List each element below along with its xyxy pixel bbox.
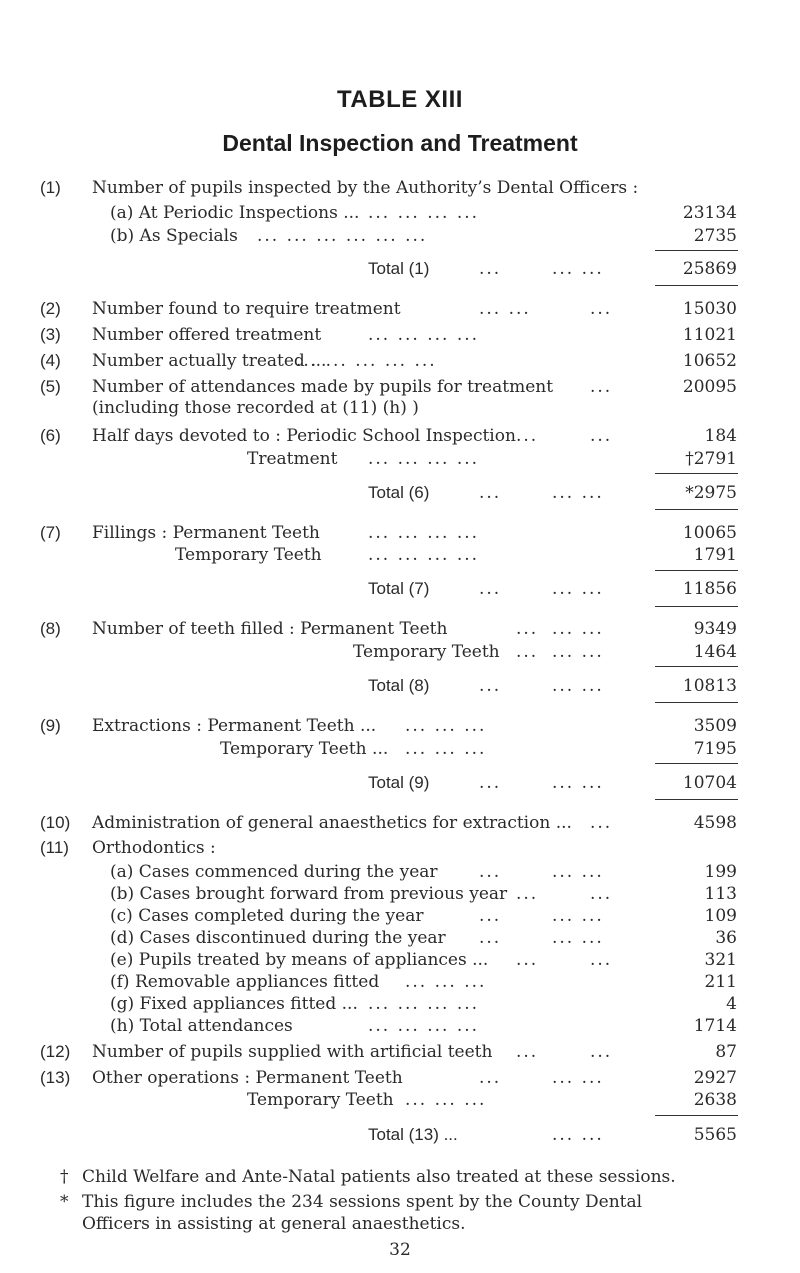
total-9 <box>0 771 800 795</box>
leader-dots: ... <box>590 950 613 970</box>
item-value: 3509 <box>693 716 737 736</box>
leader-dots: ... ... ... ... <box>368 523 480 543</box>
sum-rule <box>655 763 738 764</box>
item-7b <box>0 543 800 567</box>
leader-dots: ... <box>516 884 539 904</box>
item-label: (a) Cases commenced during the year <box>110 862 438 882</box>
item-11f <box>0 970 800 994</box>
item-label: Orthodontics : <box>92 838 216 858</box>
item-label: Temporary Teeth <box>175 545 322 565</box>
item-label: Treatment <box>247 449 338 469</box>
leader-dots: ... <box>479 862 502 882</box>
total-value: 10813 <box>682 676 737 696</box>
item-label: (e) Pupils treated by means of appliances ... <box>110 950 489 970</box>
item-11 <box>0 836 800 860</box>
item-value: 2927 <box>693 1068 737 1088</box>
item-number: (12) <box>40 1042 71 1061</box>
item-label: Temporary Teeth <box>247 1090 394 1110</box>
total-8 <box>0 674 800 698</box>
total-value: 25869 <box>682 259 737 279</box>
item-label: Number of pupils supplied with artificial teeth <box>92 1042 493 1062</box>
leader-dots: ... <box>590 426 613 446</box>
leader-dots: ... <box>590 299 613 319</box>
item-label: (c) Cases completed during the year <box>110 906 424 926</box>
leader-dots: ... ... ... ... <box>368 449 480 469</box>
leader-dots: ... ... <box>552 676 604 696</box>
leader-dots: ... ... <box>552 579 604 599</box>
total-label: Total (1) <box>368 259 430 278</box>
item-number: (9) <box>40 716 61 735</box>
item-9 <box>0 714 800 738</box>
sum-rule <box>655 250 738 251</box>
sum-rule <box>655 606 738 607</box>
sum-rule <box>655 1115 738 1116</box>
item-value: 7195 <box>693 739 737 759</box>
item-value: 15030 <box>682 299 737 319</box>
item-8b <box>0 640 800 664</box>
item-2 <box>0 297 800 321</box>
leader-dots: ... <box>479 259 502 279</box>
item-13 <box>0 1066 800 1090</box>
item-6b <box>0 447 800 471</box>
item-11c <box>0 904 800 928</box>
item-number: (3) <box>40 325 61 344</box>
leader-dots: ... ... <box>552 862 604 882</box>
item-label: Number actually treated ... <box>92 351 327 371</box>
leader-dots: ... ... <box>552 1068 604 1088</box>
leader-dots: ... <box>590 377 613 397</box>
item-11g <box>0 992 800 1016</box>
sum-rule <box>655 285 738 286</box>
item-value: 9349 <box>693 619 737 639</box>
item-label: Number found to require treatment <box>92 299 401 319</box>
item-value: 2638 <box>693 1090 737 1110</box>
item-label: (b) Cases brought forward from previous year <box>110 884 508 904</box>
sum-rule <box>655 799 738 800</box>
leader-dots: ... ... ... ... <box>368 1016 480 1036</box>
item-label: Extractions : Permanent Teeth ... <box>92 716 377 736</box>
leader-dots: ... ... <box>552 928 604 948</box>
total-value: *2975 <box>685 483 737 503</box>
item-9b <box>0 737 800 761</box>
item-label: Administration of general anaesthetics for extraction ... <box>92 813 572 833</box>
item-value: 211 <box>704 972 737 992</box>
item-value: 1791 <box>693 545 737 565</box>
item-value: 109 <box>704 906 737 926</box>
item-label: (b) As Specials <box>110 226 238 246</box>
total-1 <box>0 257 800 281</box>
total-label: Total (7) <box>368 579 430 598</box>
leader-dots: ... ... ... <box>405 1090 487 1110</box>
item-4 <box>0 349 800 373</box>
leader-dots: ... ... ... <box>405 716 487 736</box>
item-value: 113 <box>704 884 737 904</box>
item-label: (f) Removable appliances fitted <box>110 972 380 992</box>
item-value: 20095 <box>682 377 737 397</box>
sum-rule <box>655 570 738 571</box>
item-value: 199 <box>704 862 737 882</box>
item-label: (a) At Periodic Inspections ... <box>110 203 360 223</box>
item-label: Number of pupils inspected by the Authority’s Dental Officers : <box>92 178 639 198</box>
leader-dots: ... <box>516 426 539 446</box>
leader-dots: ... ... ... ... <box>368 203 480 223</box>
leader-dots: ... ... <box>552 642 604 662</box>
leader-dots: ... <box>516 950 539 970</box>
item-11b <box>0 882 800 906</box>
leader-dots: ... ... <box>552 906 604 926</box>
item-number: (10) <box>40 813 71 832</box>
item-1b <box>0 224 800 248</box>
item-number: (1) <box>40 178 61 197</box>
total-6 <box>0 481 800 505</box>
item-value: 36 <box>715 928 737 948</box>
item-11a <box>0 860 800 884</box>
page-number: 32 <box>389 1240 411 1260</box>
table-subtitle: Dental Inspection and Treatment <box>222 130 578 156</box>
leader-dots: ... <box>590 884 613 904</box>
total-label: Total (9) <box>368 773 430 792</box>
item-number: (4) <box>40 351 61 370</box>
leader-dots: ... <box>516 619 539 639</box>
footnote-star <box>0 1190 800 1214</box>
item-label: (g) Fixed appliances fitted ... <box>110 994 358 1014</box>
item-value: 10065 <box>682 523 737 543</box>
item-value: 11021 <box>682 325 737 345</box>
item-label: Other operations : Permanent Teeth <box>92 1068 403 1088</box>
leader-dots: ... <box>479 773 502 793</box>
leader-dots: ... ... ... <box>405 972 487 992</box>
asterisk-mark: * <box>60 1192 69 1212</box>
item-13b <box>0 1088 800 1112</box>
total-label: Total (8) <box>368 676 430 695</box>
item-6 <box>0 424 800 448</box>
leader-dots: ... ... <box>479 299 531 319</box>
leader-dots: ... <box>516 1042 539 1062</box>
item-number: (7) <box>40 523 61 542</box>
item-value: 4 <box>726 994 737 1014</box>
item-label: Temporary Teeth ... <box>220 739 389 759</box>
leader-dots: ... ... <box>552 483 604 503</box>
leader-dots: ... ... ... <box>405 739 487 759</box>
leader-dots: ... ... <box>552 619 604 639</box>
item-1a <box>0 201 800 225</box>
item-label: (including those recorded at (11) (h) ) <box>92 398 419 418</box>
leader-dots: ... ... ... ... ... <box>296 351 437 371</box>
item-3 <box>0 323 800 347</box>
item-label: (h) Total attendances <box>110 1016 293 1036</box>
item-number: (11) <box>40 838 69 857</box>
total-label: Total (13) ... <box>368 1125 458 1144</box>
leader-dots: ... ... ... ... <box>368 325 480 345</box>
item-11d <box>0 926 800 950</box>
leader-dots: ... ... ... ... ... ... <box>257 226 428 246</box>
total-7 <box>0 577 800 601</box>
leader-dots: ... <box>516 642 539 662</box>
item-value: 1464 <box>693 642 737 662</box>
footnote-text: Officers in assisting at general anaesthetics. <box>82 1214 466 1234</box>
item-label: Number of teeth filled : Permanent Teeth <box>92 619 448 639</box>
item-label: (d) Cases discontinued during the year <box>110 928 446 948</box>
total-label: Total (6) <box>368 483 430 502</box>
footnote-star-continued <box>0 1212 800 1236</box>
leader-dots: ... <box>479 928 502 948</box>
item-label: Half days devoted to : Periodic School Inspection <box>92 426 516 446</box>
item-value: 184 <box>704 426 737 446</box>
leader-dots: ... <box>479 1068 502 1088</box>
item-1 <box>0 176 800 200</box>
item-11e <box>0 948 800 972</box>
item-8 <box>0 617 800 641</box>
table-title: TABLE XIII <box>337 86 463 113</box>
item-11h <box>0 1014 800 1038</box>
item-number: (13) <box>40 1068 71 1087</box>
leader-dots: ... ... ... ... <box>368 994 480 1014</box>
item-value: 23134 <box>682 203 737 223</box>
leader-dots: ... <box>479 906 502 926</box>
item-value: 87 <box>715 1042 737 1062</box>
item-value: †2791 <box>685 449 737 469</box>
leader-dots: ... <box>479 676 502 696</box>
footnote-text: This figure includes the 234 sessions spent by the County Dental <box>82 1192 643 1212</box>
item-value: 4598 <box>693 813 737 833</box>
total-13 <box>0 1123 800 1147</box>
total-value: 10704 <box>682 773 737 793</box>
item-number: (5) <box>40 377 61 396</box>
item-value: 2735 <box>693 226 737 246</box>
sum-rule <box>655 473 738 474</box>
item-10 <box>0 811 800 835</box>
leader-dots: ... <box>479 483 502 503</box>
item-7 <box>0 521 800 545</box>
sum-rule <box>655 509 738 510</box>
dagger-mark: † <box>60 1167 69 1187</box>
sum-rule <box>655 666 738 667</box>
leader-dots: ... ... <box>552 259 604 279</box>
item-value: 10652 <box>682 351 737 371</box>
item-number: (8) <box>40 619 61 638</box>
total-value: 5565 <box>693 1125 737 1145</box>
footnote-text: Child Welfare and Ante-Natal patients also treated at these sessions. <box>82 1167 676 1187</box>
leader-dots: ... <box>590 813 613 833</box>
item-value: 321 <box>704 950 737 970</box>
sum-rule <box>655 702 738 703</box>
item-label: Fillings : Permanent Teeth <box>92 523 320 543</box>
item-label: Temporary Teeth <box>353 642 500 662</box>
leader-dots: ... ... <box>552 1125 604 1145</box>
leader-dots: ... ... <box>552 773 604 793</box>
leader-dots: ... ... ... ... <box>368 545 480 565</box>
item-number: (6) <box>40 426 61 445</box>
footnote-dagger <box>0 1165 800 1189</box>
item-value: 1714 <box>693 1016 737 1036</box>
item-5-continued <box>0 396 800 420</box>
item-label: Number offered treatment <box>92 325 322 345</box>
item-12 <box>0 1040 800 1064</box>
leader-dots: ... <box>479 579 502 599</box>
item-label: Number of attendances made by pupils for treatment <box>92 377 554 397</box>
leader-dots: ... <box>590 1042 613 1062</box>
total-value: 11856 <box>682 579 737 599</box>
item-number: (2) <box>40 299 61 318</box>
